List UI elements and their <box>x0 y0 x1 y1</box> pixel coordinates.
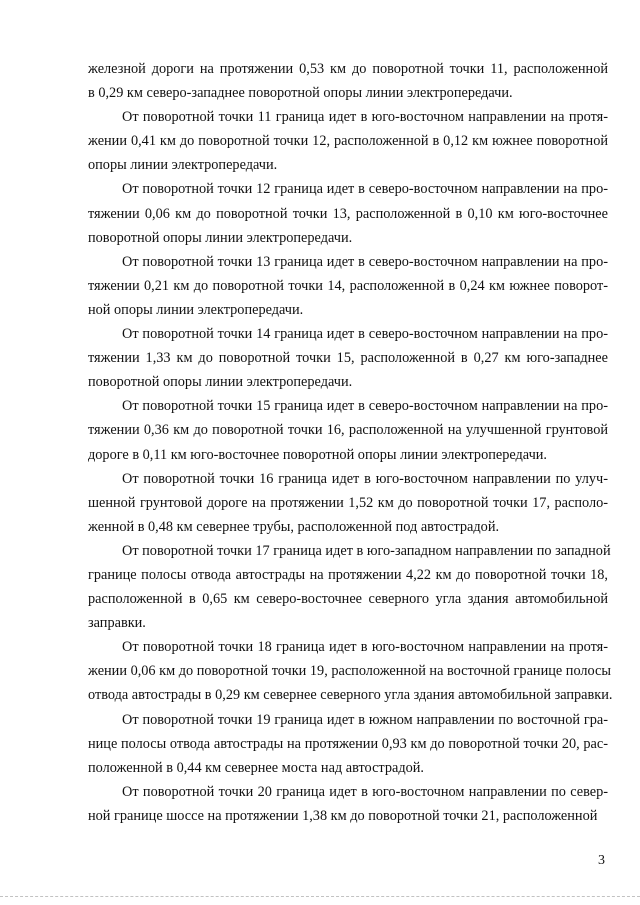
text-line: От поворотной точки 19 граница идет в южном направлении по восточной гра- <box>122 711 608 728</box>
paragraph <box>88 177 608 249</box>
paragraph <box>88 539 611 635</box>
text-line: нице полосы отвода автострады на протяжении 0,93 км до поворотной точки 20, рас- <box>88 735 608 752</box>
paragraph <box>88 394 608 466</box>
text-line: жении 0,06 км до поворотной точки 19, расположенной на восточной границе полосы <box>88 663 611 680</box>
text-line: дороге в 0,11 км юго-восточнее поворотной опоры линии электропередачи. <box>88 446 547 463</box>
text-line: От поворотной точки 18 граница идет в юго-восточном направлении на протя- <box>122 639 608 656</box>
page-bottom-edge <box>0 896 640 897</box>
paragraph <box>88 467 608 539</box>
text-line: От поворотной точки 16 граница идет в юго-восточном направлении по улуч- <box>122 470 608 487</box>
text-line: От поворотной точки 17 граница идет в юго-западном направлении по западной <box>122 542 611 559</box>
text-line: тяжении 0,21 км до поворотной точки 14, расположенной в 0,24 км южнее поворот- <box>88 277 608 294</box>
text-line: От поворотной точки 20 граница идет в юго-восточном направлении по север- <box>122 783 608 800</box>
paragraph <box>88 57 608 105</box>
text-line: женной в 0,48 км севернее трубы, расположенной под автострадой. <box>88 518 500 535</box>
text-line: заправки. <box>88 615 146 632</box>
text-line: опоры линии электропередачи. <box>88 157 278 174</box>
paragraph <box>88 105 608 177</box>
text-line: От поворотной точки 13 граница идет в северо-восточном направлении на про- <box>122 253 608 270</box>
paragraph <box>88 780 608 828</box>
text-line: положенной в 0,44 км севернее моста над автострадой. <box>88 759 424 776</box>
text-line: поворотной опоры линии электропередачи. <box>88 229 353 246</box>
text-line: От поворотной точки 14 граница идет в северо-восточном направлении на про- <box>122 326 608 343</box>
text-line: жении 0,41 км до поворотной точки 12, расположенной в 0,12 км южнее поворотной <box>88 133 608 150</box>
text-line: границе полосы отвода автострады на протяжении 4,22 км до поворотной точки 18, <box>88 566 608 583</box>
text-line: ной границе шоссе на протяжении 1,38 км до поворотной точки 21, расположенной <box>88 807 598 824</box>
text-line: отвода автострады в 0,29 км севернее северного угла здания автомобильной заправки. <box>88 687 613 704</box>
text-line: От поворотной точки 15 граница идет в северо-восточном направлении на про- <box>122 398 608 415</box>
text-line: шенной грунтовой дороге на протяжении 1,52 км до поворотной точки 17, располо- <box>88 494 608 511</box>
text-line: От поворотной точки 11 граница идет в юго-восточном направлении на протя- <box>122 109 608 126</box>
text-line: поворотной опоры линии электропередачи. <box>88 374 353 391</box>
paragraph <box>88 708 608 780</box>
text-line: железной дороги на протяжении 0,53 км до поворотной точки 11, расположенной <box>88 61 608 77</box>
page-number: 3 <box>598 853 605 868</box>
document-body <box>88 57 613 828</box>
text-line: тяжении 0,36 км до поворотной точки 16, расположенной на улучшенной грунтовой <box>88 422 608 439</box>
text-line: ной опоры линии электропередачи. <box>88 301 304 318</box>
paragraph <box>88 322 608 394</box>
text-line: тяжении 1,33 км до поворотной точки 15, расположенной в 0,27 км юго-западнее <box>88 350 608 367</box>
paragraph <box>88 635 613 707</box>
text-line: От поворотной точки 12 граница идет в северо-восточном направлении на про- <box>122 181 608 198</box>
text-line: тяжении 0,06 км до поворотной точки 13, расположенной в 0,10 км юго-восточнее <box>88 205 608 222</box>
paragraph <box>88 250 608 322</box>
text-line: расположенной в 0,65 км северо-восточнее северного угла здания автомобильной <box>88 591 608 608</box>
text-line: в 0,29 км северо-западнее поворотной опоры линии электропередачи. <box>88 85 513 102</box>
